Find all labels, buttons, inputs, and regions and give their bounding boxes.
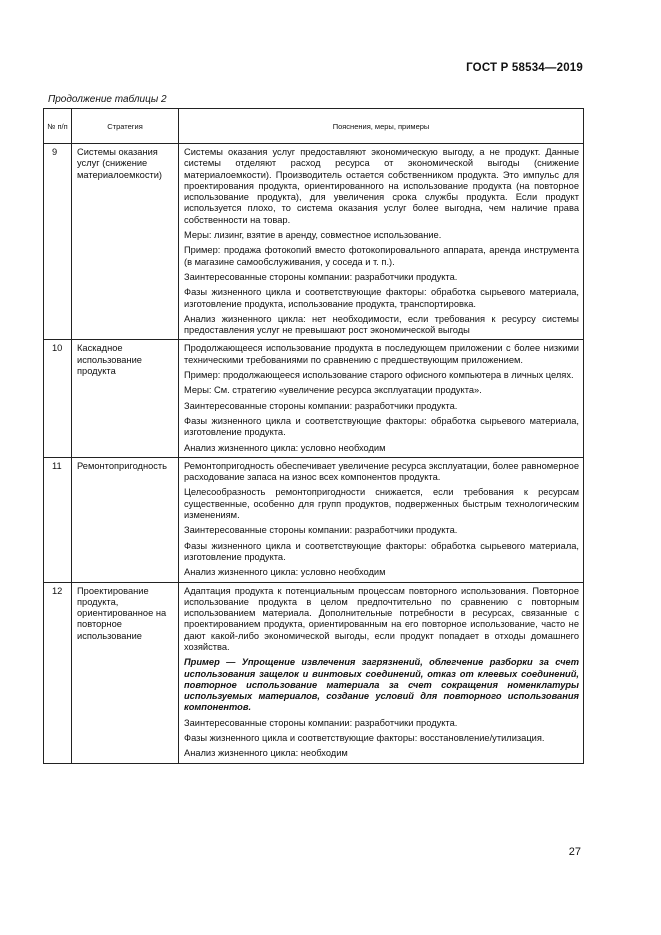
paragraph: Заинтересованные стороны компании: разработчики продукта. (184, 525, 458, 536)
table-row (44, 457, 584, 582)
paragraph: Меры: См. стратегию «увеличение ресурса эксплуатации продукта». (184, 385, 482, 396)
paragraph: Заинтересованные стороны компании: разработчики продукта. (184, 271, 458, 282)
paragraph: Меры: лизинг, взятие в аренду, совместное использование. (184, 230, 442, 241)
table-row (44, 144, 584, 340)
paragraph: Анализ жизненного цикла: необходим (184, 748, 348, 759)
paragraph: Продолжающееся использование продукта в последующем приложении с более низкими техническими требованиями по сравнению с предшествующим приложением. (184, 343, 579, 365)
document-header: ГОСТ Р 58534—2019 (466, 62, 583, 74)
paragraph: Системы оказания услуг предоставляют экономическую выгоду, а не продукт. Данные системы отделяют расход ресурса от экономической выгоды (снижение материалоемкости). Производитель остается собственником продукта. Это импульс для проектирования продукта, ориентированного на использование продукта (на повторное использование продукта), для увеличения срока службы продукта. Если продукт используется плохо, то система оказания услуг более выгодна, чем наличие права собственности на товар. (184, 147, 579, 225)
row-explanations (179, 582, 584, 763)
paragraph: Целесообразность ремонтопригодности снижается, если требования к ресурсам существенные, особенно для групп продуктов, подверженных быстрым технологическим изменениям. (184, 487, 579, 521)
table-caption: Продолжение таблицы 2 (48, 94, 167, 105)
paragraph: Ремонтопригодность обеспечивает увеличение ресурса эксплуатации, более равномерное расходование запаса на износ всех компонентов продукта. (184, 460, 579, 483)
paragraph: Пример: продолжающееся использование старого офисного компьютера в личных целях. (184, 370, 574, 381)
table-header-row (44, 109, 584, 144)
paragraph: Фазы жизненного цикла и соответствующие факторы: обработка сырьевого материала, изготовление продукта, использование продукта, транспортировка. (184, 287, 579, 309)
row-explanations (179, 340, 584, 457)
strategies-table (43, 108, 584, 764)
table-row (44, 582, 584, 763)
paragraph: Анализ жизненного цикла: условно необходим (184, 567, 386, 578)
paragraph: Анализ жизненного цикла: нет необходимости, если требования к ресурсу системы предоставления услуг не превышают рост экономической выгоды (184, 313, 579, 336)
row-number: 9 (44, 144, 72, 340)
row-strategy: Ремонтопригодность (72, 457, 179, 582)
row-number: 12 (44, 582, 72, 763)
paragraph: Заинтересованные стороны компании: разработчики продукта. (184, 717, 458, 728)
paragraph: Фазы жизненного цикла и соответствующие факторы: восстановление/утилизация. (184, 733, 545, 744)
row-strategy: Проектирование продукта, ориентированное на повторное использование (72, 582, 179, 763)
column-header-explanations: Пояснения, меры, примеры (179, 109, 584, 144)
row-explanations (179, 144, 584, 340)
row-number: 10 (44, 340, 72, 457)
row-explanations (179, 457, 584, 582)
row-strategy: Системы оказания услуг (снижение материалоемкости) (72, 144, 179, 340)
table-row (44, 340, 584, 457)
column-header-number: № п/п (44, 109, 72, 144)
page-number: 27 (568, 846, 581, 858)
paragraph: Заинтересованные стороны компании: разработчики продукта. (184, 400, 458, 411)
example-paragraph: Пример — Упрощение извлечения загрязнений, облегчение разборки за счет использования защелок и винтовых соединений, отказ от клеевых соединений, повторное использование материала за счет сокращения номенклатуры используемых материалов, создание условий для повторного использования компонентов. (184, 657, 579, 713)
paragraph: Анализ жизненного цикла: условно необходим (184, 442, 386, 453)
paragraph: Фазы жизненного цикла и соответствующие факторы: обработка сырьевого материала, изготовление продукта. (184, 415, 579, 438)
paragraph: Фазы жизненного цикла и соответствующие факторы: обработка сырьевого материала, изготовление продукта. (184, 540, 579, 562)
paragraph: Пример: продажа фотокопий вместо фотокопировального аппарата, аренда инструмента (в магазине самообслуживания, у соседа и т. п.). (184, 245, 579, 267)
row-number: 11 (44, 457, 72, 582)
column-header-strategy: Стратегия (72, 109, 179, 144)
row-strategy: Каскадное использование продукта (72, 340, 179, 457)
paragraph: Адаптация продукта к потенциальным процессам повторного использования. Повторное использование продукта в целом предпочтительно по сравнению с повторным использованием материала. Дополнительные потребности в ресурсах, связанные с проектированием продукта, ориентированным на его повторное использование, часто не дают какой-либо экономической выгоды, если продукт попадает в отходы домашнего хозяйства. (184, 585, 579, 652)
